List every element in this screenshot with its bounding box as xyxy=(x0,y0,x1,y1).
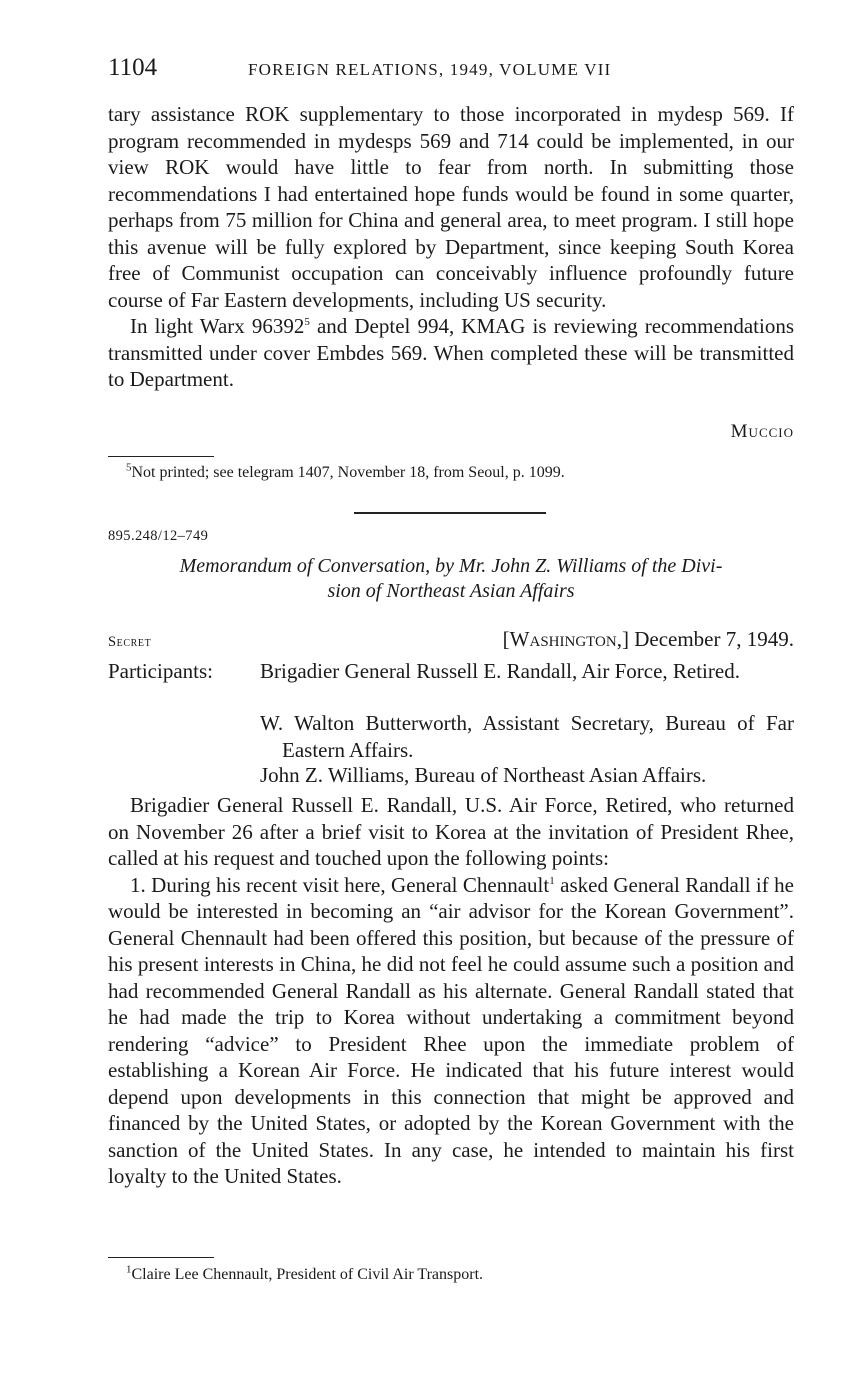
kmag-text-start: In light Warx 96392 xyxy=(130,314,305,338)
memo-title xyxy=(108,554,794,604)
footnote-rule xyxy=(108,456,214,457)
kmag-paragraph xyxy=(108,313,794,393)
kmag-text-end: and Deptel 994, KMAG is reviewing recommendations transmitted under cover Embdes 569. When completed these will be transmitted to Department. xyxy=(108,314,794,391)
document-separator xyxy=(354,512,546,514)
footnote-ref-1: 1 xyxy=(549,874,555,887)
footnote-rule-2 xyxy=(108,1257,214,1258)
footnote-5 xyxy=(126,461,794,482)
intro-paragraph: Brigadier General Russell E. Randall, U.S. Air Force, Retired, who returned on November 26 after a brief visit to Korea at the invitation of President Rhee, called at his request and touched upon the following points: xyxy=(108,793,794,870)
signature: Muccio xyxy=(730,421,794,442)
classification: Secret xyxy=(108,634,152,650)
memo-title-line-1: Memorandum of Conversation, by Mr. John Z. Williams of the Divi- xyxy=(179,555,723,577)
continuation-text xyxy=(108,101,794,393)
dateline-date: December 7, 1949. xyxy=(634,627,794,651)
running-header xyxy=(108,52,794,88)
footnote-5-marker: 5 xyxy=(126,461,132,474)
participant-3: John Z. Williams, Bureau of Northeast Asian Affairs. xyxy=(260,763,707,787)
participant-2: W. Walton Butterworth, Assistant Secretary, Bureau of Far Eastern Affairs. xyxy=(260,711,794,762)
participant-1: Brigadier General Russell E. Randall, Air Force, Retired. xyxy=(260,659,740,683)
footnote-1-marker: 1 xyxy=(126,1263,132,1276)
participants-label: Participants: xyxy=(108,659,213,683)
point-1-paragraph xyxy=(108,872,794,1190)
memo-title-line-2: sion of Northeast Asian Affairs xyxy=(327,580,575,602)
page-number: 1104 xyxy=(108,54,158,81)
dateline: [Washington,] December 7, 1949. xyxy=(502,627,794,651)
footnote-1-text: Claire Lee Chennault, President of Civil Air Transport. xyxy=(131,1266,484,1283)
footnote-ref-5: 5 xyxy=(304,316,310,328)
footnote-1 xyxy=(126,1263,794,1284)
continuation-paragraph: tary assistance ROK supplementary to those incorporated in mydesp 569. If program recommended in mydesps 569 and 714 could be implemented, in our view ROK would have little to fear from north. In submitting those recommendations I had entertained hope funds would be found in some quarter, perhaps from 75 million for China and general area, to meet program. I still hope this avenue will be fully explored by Department, since keeping South Korea free of Communist occupation can conceivably influence profoundly future course of Far Eastern developments, including US security. xyxy=(108,102,794,312)
running-title: FOREIGN RELATIONS, 1949, VOLUME VII xyxy=(248,60,612,79)
dateline-place: Washington, xyxy=(509,627,622,651)
file-number: 895.248/12–749 xyxy=(108,528,209,544)
footnote-5-text: Not printed; see telegram 1407, November 18, from Seoul, p. 1099. xyxy=(131,464,565,481)
point-1-text-start: 1. During his recent visit here, General Chennault xyxy=(130,872,550,897)
point-1-text-end: asked General Randall if he would be interested in becoming an “air advisor for the Korean Government”. General Chennault had been offered this position, but because of the pressure of his present interests in China, he did not feel he could assume such a position and had recommended General Randall as his alternate. General Randall stated that he had made the trip to Korea without undertaking a commitment beyond rendering “advice” to President Rhee upon the immediate problem of establishing a Korean Air Force. He indicated that his future interest would depend upon developments in this connection that might be approved and financed by the United States, or adopted by the Korean Government with the sanction of the United States. In any case, he intended to maintain his first loyalty to the United States. xyxy=(108,872,794,1188)
memo-body xyxy=(108,792,794,1190)
